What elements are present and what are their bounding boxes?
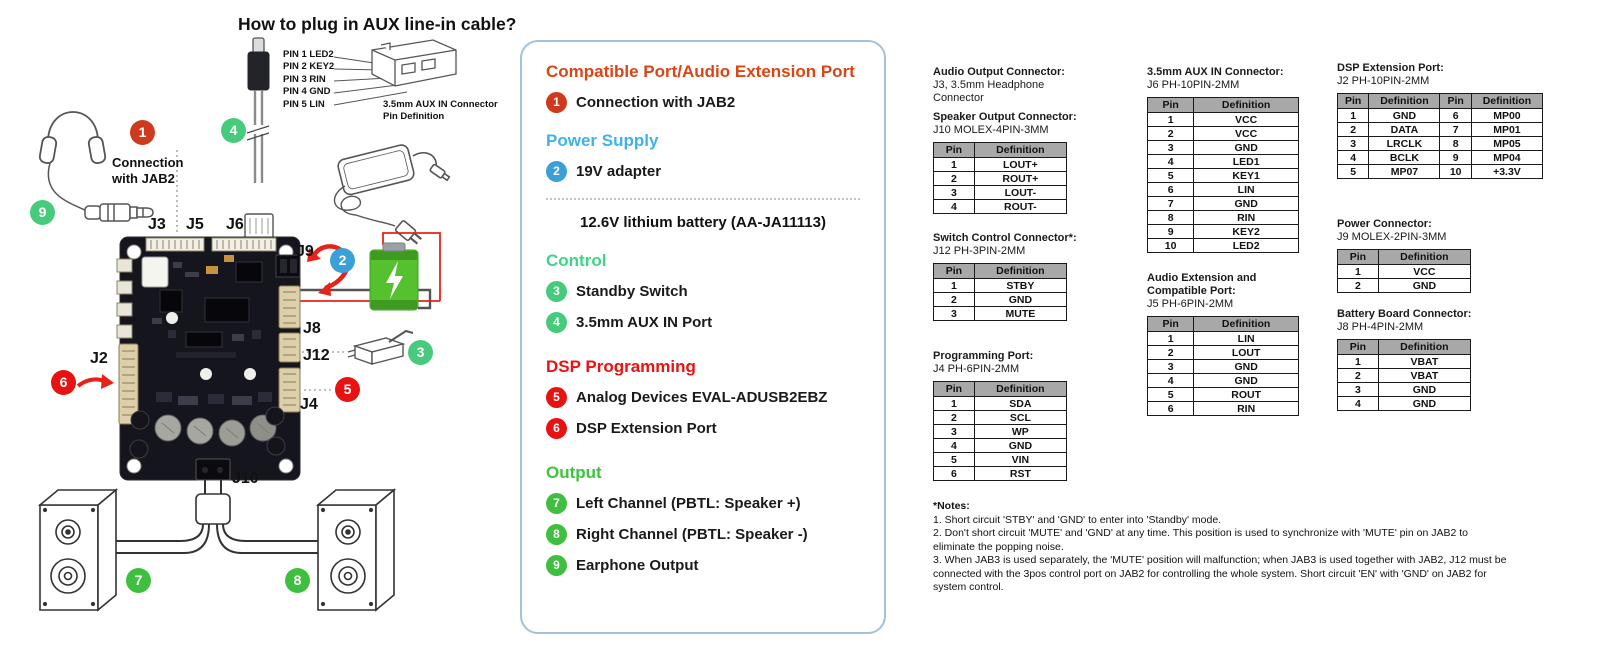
callout-6: 6	[51, 370, 76, 395]
legend-item-4: 4 3.5mm AUX IN Port	[546, 312, 860, 333]
table-row: 1 VBAT	[1338, 355, 1471, 369]
table-title: Switch Control Connector*:	[933, 232, 1077, 244]
table-title: 3.5mm AUX IN Connector:	[1147, 66, 1284, 78]
label-j6: J6	[226, 216, 244, 233]
notes-block	[933, 500, 1508, 595]
table-row: 1 VCC	[1148, 113, 1299, 127]
table-title: Battery Board Connector:	[1337, 308, 1472, 320]
speaker-output-table: Pin Definition 1 LOUT+ 2 ROUT+ 3 LOUT- 4 ROUT-	[933, 142, 1067, 214]
table-row: 4 ROUT-	[934, 200, 1067, 214]
legend-item-3: 3 Standby Switch	[546, 281, 860, 302]
label-j5: J5	[186, 216, 204, 233]
dsp-extension-block: DSP Extension Port: J2 PH-10PIN-2MM Pin Definition Pin Definition 1 GND 6 MP00 2 DATA 7 MP01 3 LRCLK 8 MP05 4 BCLK 9 MP04 5 MP07 10 +3.3V	[1337, 62, 1552, 179]
badge-8: 8	[546, 524, 567, 545]
table-title: Programming Port:	[933, 350, 1034, 362]
table-row: 2 GND	[1338, 279, 1471, 293]
label-j8: J8	[303, 320, 321, 337]
note-line: 2. Don't short circuit 'MUTE' and 'GND' at any time. This position is used to synchronize with 'MUTE' pin on JAB2 to eliminate the popping noise.	[933, 527, 1468, 553]
table-row: 10 LED2	[1148, 239, 1299, 253]
table-row: 2 GND	[934, 293, 1067, 307]
legend-item-5: 5 Analog Devices EVAL-ADUSB2EBZ	[546, 387, 860, 408]
table-row: 2 DATA 7 MP01	[1338, 123, 1543, 137]
table-row: 5 KEY1	[1148, 169, 1299, 183]
aux-connector-caption: 3.5mm AUX IN Connector Pin Definition	[383, 99, 498, 122]
table-row: 3 WP	[934, 425, 1067, 439]
power-connector-block: Power Connector: J9 MOLEX-2PIN-3MM Pin Definition 1 VCC 2 GND	[1337, 218, 1497, 293]
badge-3: 3	[546, 281, 567, 302]
badge-7: 7	[546, 493, 567, 514]
table-row: 2 VBAT	[1338, 369, 1471, 383]
label-j12: J12	[303, 347, 330, 364]
legend-item-9: 9 Earphone Output	[546, 555, 860, 576]
programming-port-block: Programming Port: J4 PH-6PIN-2MM Pin Definition 1 SDA 2 SCL 3 WP 4 GND 5 VIN 6 RST	[933, 350, 1083, 481]
note-line: 1. Short circuit 'STBY' and 'GND' to enter into 'Standby' mode.	[933, 513, 1222, 526]
badge-6: 6	[546, 418, 567, 439]
legend-heading-output: Output	[546, 463, 602, 482]
table-title: Speaker Output Connector:	[933, 111, 1077, 123]
legend-item-7: 7 Left Channel (PBTL: Speaker +)	[546, 493, 860, 514]
label-j9: J9	[296, 243, 314, 260]
legend-heading-compatible: Compatible Port/Audio Extension Port	[546, 62, 855, 81]
power-connector-table: Pin Definition 1 VCC 2 GND	[1337, 249, 1471, 293]
callout-4: 4	[221, 118, 246, 143]
label-j3: J3	[148, 216, 166, 233]
table-row: 4 GND	[1338, 397, 1471, 411]
legend-battery-note: 12.6V lithium battery (AA-JA11113)	[580, 214, 826, 231]
table-row: 6 RST	[934, 467, 1067, 481]
table-row: 8 RIN	[1148, 211, 1299, 225]
table-row: 5 ROUT	[1148, 388, 1299, 402]
table-row: 2 SCL	[934, 411, 1067, 425]
table-title: Audio Output Connector:	[933, 66, 1065, 78]
audio-extension-table: Pin Definition 1 LIN 2 LOUT 3 GND 4 GND 5 ROUT 6 RIN	[1147, 316, 1299, 416]
battery-board-block: Battery Board Connector: J8 PH-4PIN-2MM Pin Definition 1 VBAT 2 VBAT 3 GND 4 GND	[1337, 308, 1507, 411]
table-row: 4 LED1	[1148, 155, 1299, 169]
label-j2: J2	[90, 350, 108, 367]
table-title: Audio Extension and Compatible Port:	[1147, 272, 1257, 297]
table-row: 5 VIN	[934, 453, 1067, 467]
legend-panel	[520, 40, 886, 634]
table-title: Power Connector:	[1337, 218, 1432, 230]
legend-heading-control: Control	[546, 251, 607, 270]
table-row: 2 ROUT+	[934, 172, 1067, 186]
table-row: 1 GND 6 MP00	[1338, 109, 1543, 123]
table-row: 1 LOUT+	[934, 158, 1067, 172]
callout-9: 9	[30, 200, 55, 225]
switch-control-table: Pin Definition 1 STBY 2 GND 3 MUTE	[933, 263, 1067, 321]
table-row: 1 LIN	[1148, 332, 1299, 346]
audio-output-block: Audio Output Connector: J3, 3.5mm Headphone Connector Speaker Output Connector: J10 MOLEX-4PIN-3MM Pin Definition 1 LOUT+ 2 ROUT+ 3 LOUT- 4 ROUT-	[933, 66, 1083, 214]
badge-4: 4	[546, 312, 567, 333]
table-row: 4 GND	[934, 439, 1067, 453]
switch-control-block: Switch Control Connector*: J12 PH-3PIN-2MM Pin Definition 1 STBY 2 GND 3 MUTE	[933, 232, 1083, 321]
table-row: 3 GND	[1338, 383, 1471, 397]
aux-pin-list	[283, 49, 334, 111]
table-title: DSP Extension Port:	[1337, 62, 1444, 74]
connection-with-jab2-label: Connection with JAB2	[112, 155, 184, 186]
badge-5: 5	[546, 387, 567, 408]
hookup-diagram	[0, 0, 530, 666]
page-title: How to plug in AUX line-in cable?	[238, 14, 517, 34]
table-row: 2 VCC	[1148, 127, 1299, 141]
table-row: 3 MUTE	[934, 307, 1067, 321]
table-row: 3 GND	[1148, 360, 1299, 374]
aux-cable	[245, 38, 273, 238]
table-row: 2 LOUT	[1148, 346, 1299, 360]
switch-icon	[348, 331, 413, 364]
table-row: 3 LOUT-	[934, 186, 1067, 200]
badge-2: 2	[546, 161, 567, 182]
speaker-left-icon	[40, 490, 116, 610]
dsp-extension-table: Pin Definition Pin Definition 1 GND 6 MP00 2 DATA 7 MP01 3 LRCLK 8 MP05 4 BCLK 9 MP04 5 MP07 10 +3.3V	[1337, 93, 1543, 179]
jack-plug-icon	[85, 204, 153, 221]
headphones-icon	[39, 112, 106, 210]
legend-item-8: 8 Right Channel (PBTL: Speaker -)	[546, 524, 860, 545]
legend-heading-power: Power Supply	[546, 131, 659, 150]
table-row: 1 VCC	[1338, 265, 1471, 279]
table-row: 1 SDA	[934, 397, 1067, 411]
aux-pin-label: PIN 5 LIN	[283, 98, 325, 110]
legend-item-6: 6 DSP Extension Port	[546, 418, 860, 439]
table-row: 3 GND	[1148, 141, 1299, 155]
callout-7: 7	[126, 568, 151, 593]
programming-port-table: Pin Definition 1 SDA 2 SCL 3 WP 4 GND 5 VIN 6 RST	[933, 381, 1067, 481]
aux-pin-label: PIN 2 KEY2	[283, 61, 335, 73]
aux-pin-label: PIN 1 LED2	[283, 49, 334, 60]
table-row: 7 GND	[1148, 197, 1299, 211]
legend-item-1: 1 Connection with JAB2	[546, 92, 860, 113]
callout-1: 1	[130, 120, 155, 145]
table-row: 1 STBY	[934, 279, 1067, 293]
aux-pin-label: PIN 4 GND	[283, 86, 331, 98]
legend-heading-dsp: DSP Programming	[546, 357, 696, 376]
note-line: 3. When JAB3 is used separately, the 'MUTE' position will malfunction; when JAB3 is used together with JAB2, J12 must be connected with the 3pos control port on JAB2 for controlling the whole system. Short circuit 'EN' with 'GND' on JAB2 for system control.	[933, 554, 1507, 593]
badge-9: 9	[546, 555, 567, 576]
notes-title: *Notes:	[933, 500, 970, 512]
label-j10: J10	[232, 470, 259, 487]
notes-lines	[933, 514, 1508, 595]
table-row: 4 GND	[1148, 374, 1299, 388]
callout-2: 2	[330, 248, 355, 273]
audio-extension-block: Audio Extension and Compatible Port: J5 PH-6PIN-2MM Pin Definition 1 LIN 2 LOUT 3 GND 4 GND 5 ROUT 6 RIN	[1147, 272, 1307, 416]
pcb-board	[117, 237, 300, 480]
badge-1: 1	[546, 92, 567, 113]
legend-divider	[546, 198, 860, 200]
table-row: 5 MP07 10 +3.3V	[1338, 165, 1543, 179]
speaker-wires	[100, 480, 318, 553]
table-row: 4 BCLK 9 MP04	[1338, 151, 1543, 165]
callout-8: 8	[285, 568, 310, 593]
aux-in-block: 3.5mm AUX IN Connector: J6 PH-10PIN-2MM Pin Definition 1 VCC 2 VCC 3 GND 4 LED1 5 KEY1 6 LIN 7 GND 8 RIN 9 KEY2 10 LED2	[1147, 66, 1307, 253]
label-j4: J4	[300, 396, 318, 413]
table-row: 6 RIN	[1148, 402, 1299, 416]
battery-icon	[300, 233, 440, 310]
battery-board-table: Pin Definition 1 VBAT 2 VBAT 3 GND 4 GND	[1337, 339, 1471, 411]
aux-in-table: Pin Definition 1 VCC 2 VCC 3 GND 4 LED1 5 KEY1 6 LIN 7 GND 8 RIN 9 KEY2 10 LED2	[1147, 97, 1299, 253]
table-row: 6 LIN	[1148, 183, 1299, 197]
speaker-right-icon	[318, 490, 394, 610]
table-row: 9 KEY2	[1148, 225, 1299, 239]
table-row: 3 LRCLK 8 MP05	[1338, 137, 1543, 151]
callout-5: 5	[335, 377, 360, 402]
aux-pin-label: PIN 3 RIN	[283, 73, 326, 85]
legend-item-2: 2 19V adapter	[546, 161, 860, 182]
power-adapter-icon	[334, 144, 450, 247]
aux-connector-illustration	[334, 40, 456, 105]
callout-3: 3	[408, 340, 433, 365]
